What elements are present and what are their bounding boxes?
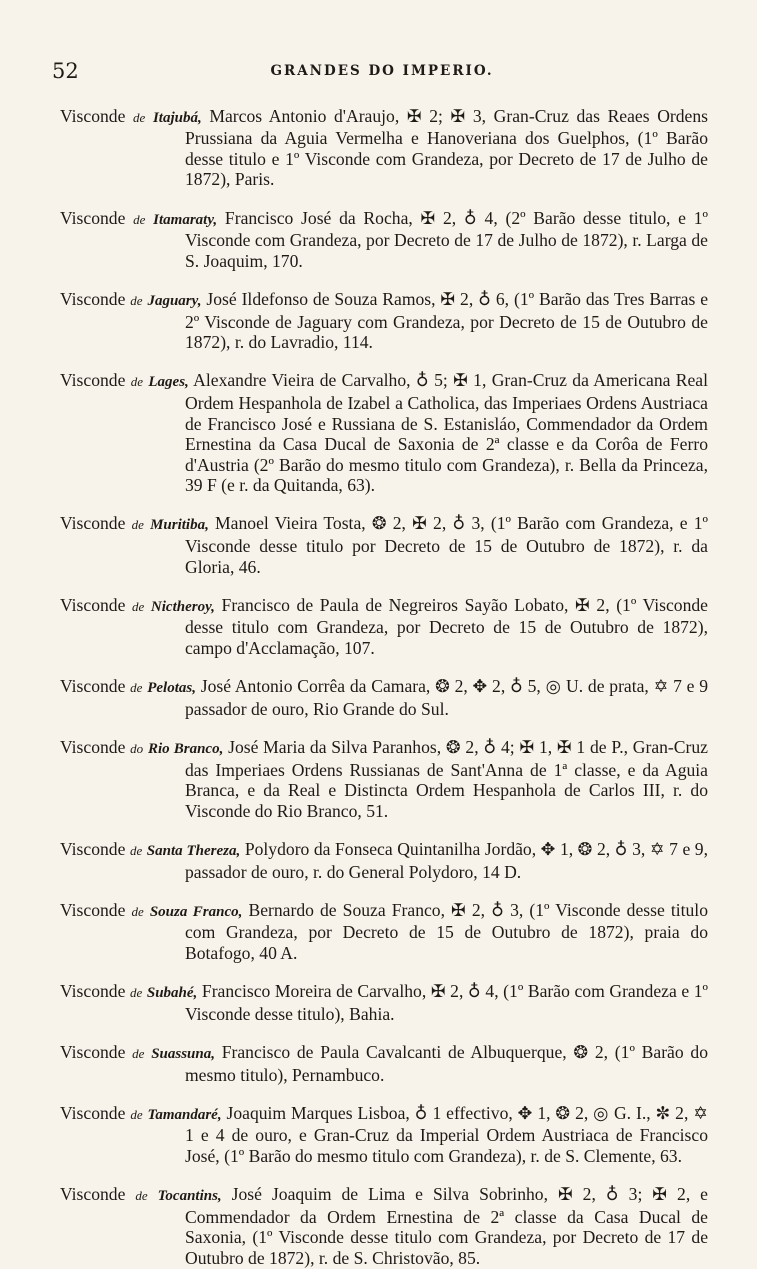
entry-title: Visconde bbox=[60, 899, 126, 920]
entry-preposition: de bbox=[129, 842, 143, 858]
entry-preposition: de bbox=[131, 903, 144, 919]
entry-title: Visconde bbox=[60, 594, 126, 615]
entry-text: Francisco Moreira de Carvalho, ✠ 2, ♁ 4, (1º Barão com Grandeza e 1º Visconde desse titulo), Bahia. bbox=[185, 981, 708, 1024]
entry-place: Tocantins, bbox=[157, 1188, 222, 1205]
entry-title: Visconde bbox=[60, 838, 126, 859]
entry-text: José Maria da Silva Paranhos, ❂ 2, ♁ 4; ✠ 1, ✠ 1 de P., Gran-Cruz das Imperiaes Ordens Russianas de Sant'Anna de 1ª classe, e da Aguia Branca, e da Real e Distincta Ordem Hespanhola de Carlos III, r. do Visconde do Rio Branco, 51. bbox=[185, 737, 708, 821]
running-title: GRANDES DO IMPERIO. bbox=[270, 63, 494, 79]
entry-preposition: de bbox=[130, 374, 144, 390]
entry-preposition: de bbox=[130, 1106, 143, 1122]
entry bbox=[60, 1103, 708, 1167]
page-number: 52 bbox=[52, 59, 79, 83]
entry-preposition: de bbox=[130, 680, 143, 696]
entry-text: Francisco de Paula Cavalcanti de Albuquerque, ❂ 2, (1º Barão do mesmo titulo), Pernambuco. bbox=[185, 1041, 709, 1085]
entry bbox=[60, 208, 708, 272]
entry-preposition: de bbox=[131, 517, 144, 533]
entry bbox=[60, 513, 708, 577]
entry-title: Visconde bbox=[60, 1184, 126, 1205]
entry-text: José Antonio Corrêa da Camara, ❂ 2, ✥ 2, ♁ 5, ◎ U. de prata, ✡ 7 e 9 passador de ouro, Rio Grande do Sul. bbox=[185, 676, 709, 719]
entry-text: José Joaquim de Lima e Silva Sobrinho, ✠ 2, ♁ 3; ✠ 2, e Commendador da Ordem Ernestina de 2ª classe da Casa Ducal de Saxonia, (1º Visconde desse titulo com Grandeza, por Decreto de 17 de Outubro de 1872), r. de S. Christovão, 85. bbox=[185, 1184, 708, 1268]
entry-text: José Ildefonso de Souza Ramos, ✠ 2, ♁ 6, (1º Barão das Tres Barras e 2º Visconde de Jaguary com Grandeza, por Decreto de 15 de Outubro de 1872), r. do Lavradio, 114. bbox=[185, 288, 709, 353]
entry-text: Alexandre Vieira de Carvalho, ♁ 5; ✠ 1, Gran-Cruz da Americana Real Ordem Hespanhola de Izabel a Catholica, das Imperiaes Ordens Austriaca de Francisco José e Russiana de S. Estanisláo, Commendador da Ordem Ernestina da Casa Ducal de Saxonia de 2ª classe e da Corôa de Ferro d'Austria (2º Barão do mesmo titulo com Grandeza), r. Bella da Princeza, 39 F (e r. da Quitanda, 63). bbox=[185, 370, 708, 496]
entry-preposition: de bbox=[130, 292, 143, 308]
entry-title: Visconde bbox=[60, 1041, 126, 1062]
entry-text: Bernardo de Souza Franco, ✠ 2, ♁ 3, (1º Visconde desse titulo com Grandeza, por Decreto de 15 de Outubro de 1872), praia do Botafogo, 40 A. bbox=[185, 899, 708, 963]
entry-preposition: de bbox=[135, 1188, 148, 1204]
entry-place: Rio Branco, bbox=[147, 741, 224, 757]
entry-text: Francisco José da Rocha, ✠ 2, ♁ 4, (2º Barão desse titulo, e 1º Visconde com Grandeza, por Decreto de 17 de Julho de 1872), r. Larga de S. Joaquim, 170. bbox=[185, 207, 708, 271]
entry-preposition: do bbox=[130, 741, 144, 756]
entry bbox=[60, 839, 708, 882]
entry-text: Marcos Antonio d'Araujo, ✠ 2; ✠ 3, Gran-Cruz das Reaes Ordens Prussiana da Aguia Vermelha e Hanoveriana dos Guelphos, (1º Barão desse titulo e 1º Visconde com Grandeza, por Decreto de 17 de Julho de 1872), Paris. bbox=[185, 105, 709, 190]
entry-place: Pelotas, bbox=[147, 680, 196, 697]
entry-place: Tamandaré, bbox=[147, 1106, 222, 1123]
entry-title: Visconde bbox=[60, 981, 126, 1002]
entry-title: Visconde bbox=[60, 676, 126, 697]
entry-text: Francisco de Paula de Negreiros Sayão Lobato, ✠ 2, (1º Visconde desse titulo com Grandeza, por Decreto de 15 de Outubro de 1872), campo d'Acclamação, 107. bbox=[185, 594, 708, 659]
entry-title: Visconde bbox=[60, 513, 126, 534]
entry-title: Visconde bbox=[60, 105, 126, 126]
entry bbox=[60, 676, 708, 719]
entry-preposition: de bbox=[132, 1045, 145, 1061]
page-header bbox=[52, 57, 712, 85]
entry-title: Visconde bbox=[60, 1102, 126, 1123]
entry-place: Itamaraty, bbox=[153, 211, 218, 228]
entry-text: Manoel Vieira Tosta, ❂ 2, ✠ 2, ♁ 3, (1º Barão com Grandeza, e 1º Visconde desse titulo por Decreto de 15 de Outubro de 1872), r. da Gloria, 46. bbox=[185, 513, 708, 577]
entry-preposition: de bbox=[130, 985, 143, 1001]
entry-place: Nictheroy, bbox=[150, 598, 215, 615]
entry-place: Muritiba, bbox=[150, 517, 209, 534]
entry-title: Visconde bbox=[60, 288, 126, 309]
entry-place: Itajubá, bbox=[152, 109, 202, 126]
entry-text: Polydoro da Fonseca Quintanilha Jordão, ✥ 1, ❂ 2, ♁ 3, ✡ 7 e 9, passador de ouro, r. do General Polydoro, 14 D. bbox=[185, 838, 709, 882]
entry-place: Subahé, bbox=[146, 985, 198, 1002]
entry-title: Visconde bbox=[60, 370, 126, 391]
entry-place: Lages, bbox=[148, 374, 189, 391]
entry bbox=[60, 106, 708, 190]
entry-place: Souza Franco, bbox=[149, 903, 243, 920]
entry-place: Jaguary, bbox=[147, 292, 202, 309]
entry bbox=[60, 289, 708, 353]
entry-title: Visconde bbox=[60, 737, 126, 757]
entry bbox=[60, 1184, 708, 1268]
entry bbox=[60, 981, 708, 1024]
entry-preposition: de bbox=[133, 211, 146, 227]
entry bbox=[60, 595, 708, 659]
entry bbox=[60, 900, 708, 964]
entry-preposition: de bbox=[132, 598, 145, 614]
entry-preposition: de bbox=[133, 109, 146, 125]
entry bbox=[60, 737, 708, 821]
entry bbox=[60, 370, 708, 496]
entry-list bbox=[60, 88, 708, 1269]
entry bbox=[60, 1042, 708, 1085]
entry-place: Suassuna, bbox=[151, 1045, 215, 1062]
entry-text: Joaquim Marques Lisboa, ♁ 1 effectivo, ✥ 1, ❂ 2, ◎ G. I., ✼ 2, ✡ 1 e 4 de ouro, e Gran-Cruz da Imperial Ordem Austriaca de Francisco José, (1º Barão do mesmo titulo com Grandeza), r. de S. Clemente, 63. bbox=[185, 1102, 709, 1166]
entry-place: Santa Thereza, bbox=[146, 842, 241, 859]
entry-title: Visconde bbox=[60, 207, 126, 228]
